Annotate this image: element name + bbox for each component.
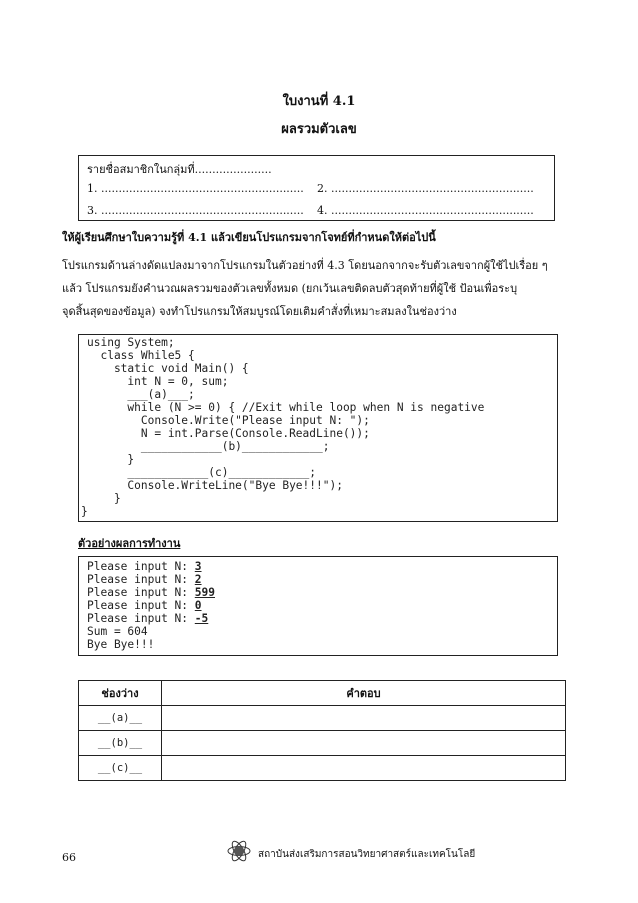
- bye-line: Bye Bye!!!: [87, 638, 155, 651]
- output-line: [87, 573, 202, 586]
- member-1: 1. ..........................................................: [87, 182, 304, 195]
- code-line: using System;: [87, 336, 175, 349]
- table-row: [79, 756, 566, 781]
- table-header-row: [79, 681, 566, 706]
- code-box: [78, 334, 558, 522]
- output-line: [87, 586, 215, 599]
- code-line: int N = 0, sum;: [87, 375, 229, 388]
- code-line: Console.WriteLine("Bye Bye!!!");: [87, 479, 343, 492]
- column-header-answer: คำตอบ: [162, 681, 566, 706]
- prompt-text: Please input N:: [87, 612, 195, 625]
- instruction: ให้ผู้เรียนศึกษาใบความรู้ที่ 4.1 แล้วเขียนโปรแกรมจากโจทย์ที่กำหนดให้ต่อไปนี้: [62, 231, 436, 244]
- members-header: รายชื่อสมาชิกในกลุ่มที่......................: [87, 163, 272, 176]
- prompt-text: Please input N:: [87, 573, 195, 586]
- code-line: ____________(b)____________;: [87, 440, 330, 453]
- blank-label: __(b)__: [79, 731, 162, 756]
- code-line: Console.Write("Please input N: ");: [87, 414, 370, 427]
- output-line: [87, 612, 208, 625]
- description-line: แล้ว โปรแกรมยังคำนวณผลรวมของตัวเลขทั้งหมด (ยกเว้นเลขติดลบตัวสุดท้ายที่ผู้ใช้ ป้อนเพื่อระบุ: [62, 282, 518, 295]
- code-line: static void Main() {: [87, 362, 249, 375]
- page-number: 66: [62, 851, 76, 864]
- member-2: 2. ..........................................................: [317, 182, 534, 195]
- institute-name: สถาบันส่งเสริมการสอนวิทยาศาสตร์และเทคโนโลยี: [258, 849, 476, 860]
- user-input: 0: [194, 599, 202, 612]
- code-line: }: [81, 505, 88, 518]
- user-input: 3: [194, 560, 202, 573]
- prompt-text: Please input N:: [87, 599, 195, 612]
- blank-label: __(a)__: [79, 706, 162, 731]
- user-input: -5: [194, 612, 209, 625]
- institute-logo-icon: [226, 838, 252, 864]
- code-line: ___(a)___;: [87, 388, 195, 401]
- blank-label: __(c)__: [79, 756, 162, 781]
- members-box: [78, 155, 555, 221]
- answer-cell[interactable]: [162, 756, 566, 781]
- user-input: 599: [194, 586, 215, 599]
- code-line: }: [87, 492, 121, 505]
- description: [62, 254, 582, 323]
- output-line: [87, 599, 202, 612]
- code-line: class While5 {: [87, 349, 195, 362]
- prompt-text: Please input N:: [87, 586, 195, 599]
- description-line: โปรแกรมด้านล่างดัดแปลงมาจากโปรแกรมในตัวอย่างที่ 4.3 โดยนอกจากจะรับตัวเลขจากผู้ใช้ไปเรื่อย ๆ: [62, 259, 548, 272]
- code-line: }: [87, 453, 135, 466]
- code-line: ____________(c)____________;: [87, 466, 317, 479]
- example-heading: ตัวอย่างผลการทำงาน: [78, 537, 181, 550]
- member-3: 3. ..........................................................: [87, 204, 304, 217]
- prompt-text: Please input N:: [87, 560, 195, 573]
- column-header-blank: ช่องว่าง: [79, 681, 162, 706]
- answer-table: [78, 680, 566, 781]
- user-input: 2: [194, 573, 202, 586]
- table-row: [79, 731, 566, 756]
- output-box: [78, 556, 558, 656]
- code-line: N = int.Parse(Console.ReadLine());: [87, 427, 370, 440]
- description-line: จุดสิ้นสุดของข้อมูล) จงทำโปรแกรมให้สมบูรณ์โดยเติมคำสั่งที่เหมาะสมลงในช่องว่าง: [62, 305, 457, 318]
- answer-cell[interactable]: [162, 731, 566, 756]
- code-line: while (N >= 0) { //Exit while loop when N is negative: [87, 401, 485, 414]
- page-title: ใบงานที่ 4.1: [282, 94, 356, 109]
- output-line: [87, 560, 202, 573]
- member-4: 4. ..........................................................: [317, 204, 534, 217]
- page-subtitle: ผลรวมตัวเลข: [281, 122, 357, 137]
- sum-line: Sum = 604: [87, 625, 148, 638]
- table-row: [79, 706, 566, 731]
- answer-cell[interactable]: [162, 706, 566, 731]
